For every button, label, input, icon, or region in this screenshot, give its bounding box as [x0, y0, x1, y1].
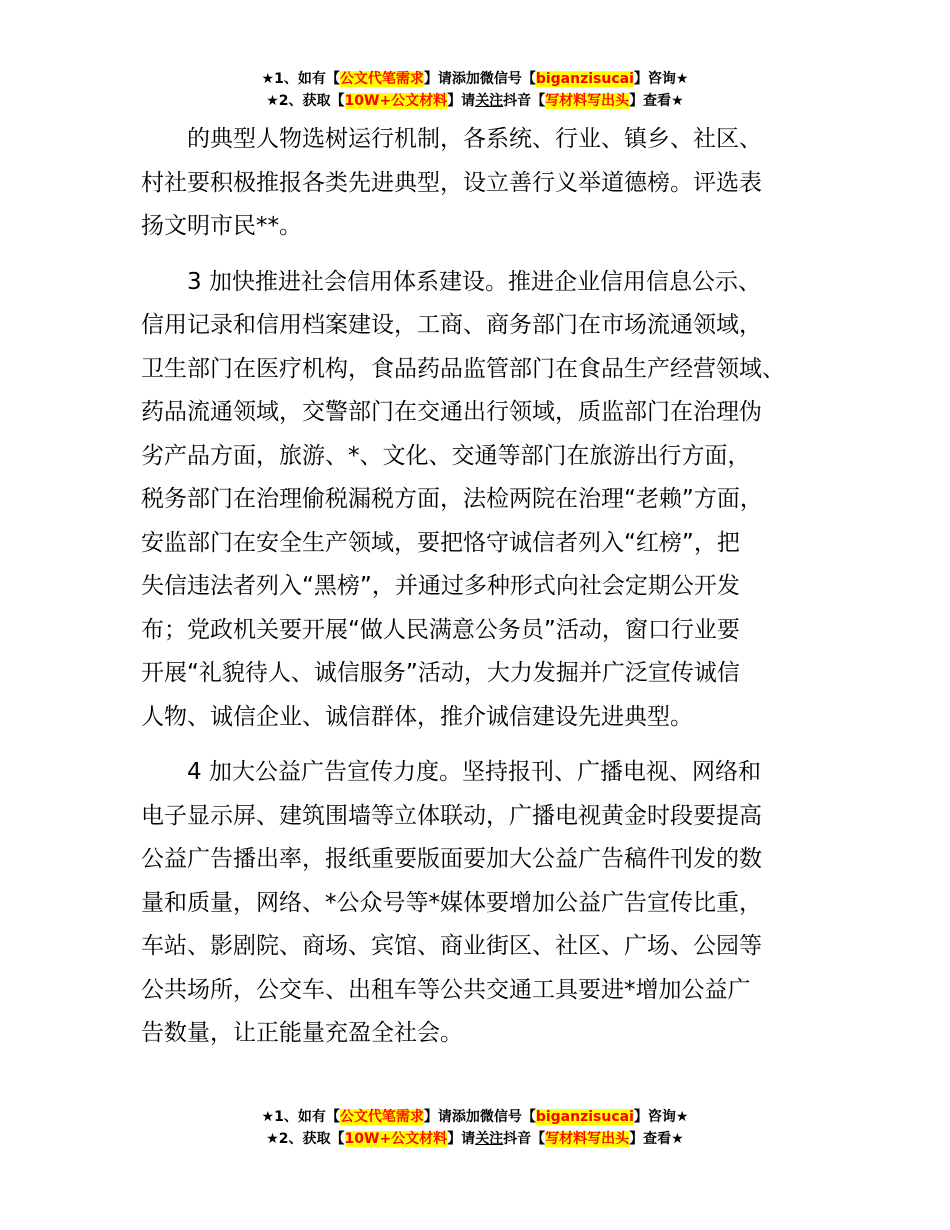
banner-text: 】请添加微信号【	[423, 1109, 536, 1125]
banner-text: 抖音【	[503, 93, 546, 109]
banner-highlight: 公文代笔需求	[339, 1109, 424, 1125]
text-line: 公共场所，公交车、出租车等公共交通工具要进*增加公益广	[141, 976, 751, 1003]
text-line: 安监部门在安全生产领域，要把恪守诚信者列入“红榜”，把	[141, 529, 740, 556]
text-line: 量和质量，网络、*公众号等*媒体要增加公益广告宣传比重，	[141, 889, 762, 916]
banner-text: ★2、获取【	[266, 1131, 345, 1147]
banner-text: 】请	[447, 1131, 476, 1147]
banner-highlight-douyin: 写材料写出头	[545, 93, 630, 109]
banner-text: ★2、获取【	[266, 93, 345, 109]
banner-line-2	[0, 90, 950, 112]
text-line: 劣产品方面，旅游、*、文化、交通等部门在旅游出行方面，	[141, 442, 751, 469]
banner-text: 】请	[447, 93, 476, 109]
text-line: 布；党政机关要开展“做人民满意公务员”活动，窗口行业要	[141, 616, 740, 643]
document-body	[141, 118, 829, 1068]
banner-highlight: 公文代笔需求	[339, 71, 424, 87]
banner-text: 】查看★	[629, 93, 684, 109]
banner-highlight-wechat: biganzisucai	[535, 1109, 634, 1125]
banner-text: 】请添加微信号【	[423, 71, 536, 87]
banner-highlight: 10W+公文材料	[344, 1131, 448, 1147]
banner-text: 】咨询★	[633, 1109, 689, 1125]
banner-line-1	[0, 68, 950, 90]
text-line: 卫生部门在医疗机构，食品药品监管部门在食品生产经营领域、	[141, 355, 785, 382]
banner-highlight: 10W+公文材料	[344, 93, 448, 109]
text-line: 村社要积极推报各类先进典型，设立善行义举道德榜。评选表	[141, 169, 762, 196]
text-line: 告数量，让正能量充盈全社会。	[141, 1020, 463, 1046]
text-line: 信用记录和信用档案建设，工商、商务部门在市场流通领域，	[141, 312, 762, 338]
text-line: 车站、影剧院、商场、宾馆、商业街区、社区、广场、公园等	[141, 933, 762, 959]
paragraph-1	[141, 118, 829, 249]
banner-line-2	[0, 1128, 950, 1150]
banner-text: 抖音【	[503, 1131, 546, 1147]
banner-underlined: 关注	[475, 1131, 504, 1147]
text-line: 人物、诚信企业、诚信群体，推介诚信建设先进典型。	[141, 703, 693, 730]
banner-text: ★1、如有【	[261, 71, 340, 87]
banner-text: 】查看★	[629, 1131, 684, 1147]
text-line: 失信违法者列入“黑榜”，并通过多种形式向社会定期公开发	[141, 573, 740, 599]
text-line: 4 加大公益广告宣传力度。坚持报刊、广播电视、网络和	[187, 759, 761, 785]
text-line: 药品流通领域，交警部门在交通出行领域，质监部门在治理伪	[141, 399, 762, 425]
banner-text: ★1、如有【	[261, 1109, 340, 1125]
footer-banner	[0, 1106, 950, 1150]
header-banner	[0, 68, 950, 112]
text-line: 扬文明市民**。	[141, 213, 302, 239]
banner-highlight-douyin: 写材料写出头	[545, 1131, 630, 1147]
text-line: 的典型人物选树运行机制，各系统、行业、镇乡、社区、	[187, 126, 762, 152]
text-line: 电子显示屏、建筑围墙等立体联动，广播电视黄金时段要提高	[141, 802, 762, 829]
text-line: 公益广告播出率，报纸重要版面要加大公益广告稿件刊发的数	[141, 846, 762, 872]
text-line: 开展“礼貌待人、诚信服务”活动，大力发掘并广泛宣传诚信	[141, 660, 740, 686]
paragraph-2	[141, 261, 829, 740]
banner-line-1	[0, 1106, 950, 1128]
banner-text: 】咨询★	[633, 71, 689, 87]
paragraph-3	[141, 751, 829, 1056]
text-line: 3 加快推进社会信用体系建设。推进企业信用信息公示、	[187, 268, 761, 295]
text-line: 税务部门在治理偷税漏税方面，法检两院在治理“老赖”方面，	[141, 486, 763, 512]
banner-highlight-wechat: biganzisucai	[535, 71, 634, 87]
banner-underlined: 关注	[475, 93, 504, 109]
